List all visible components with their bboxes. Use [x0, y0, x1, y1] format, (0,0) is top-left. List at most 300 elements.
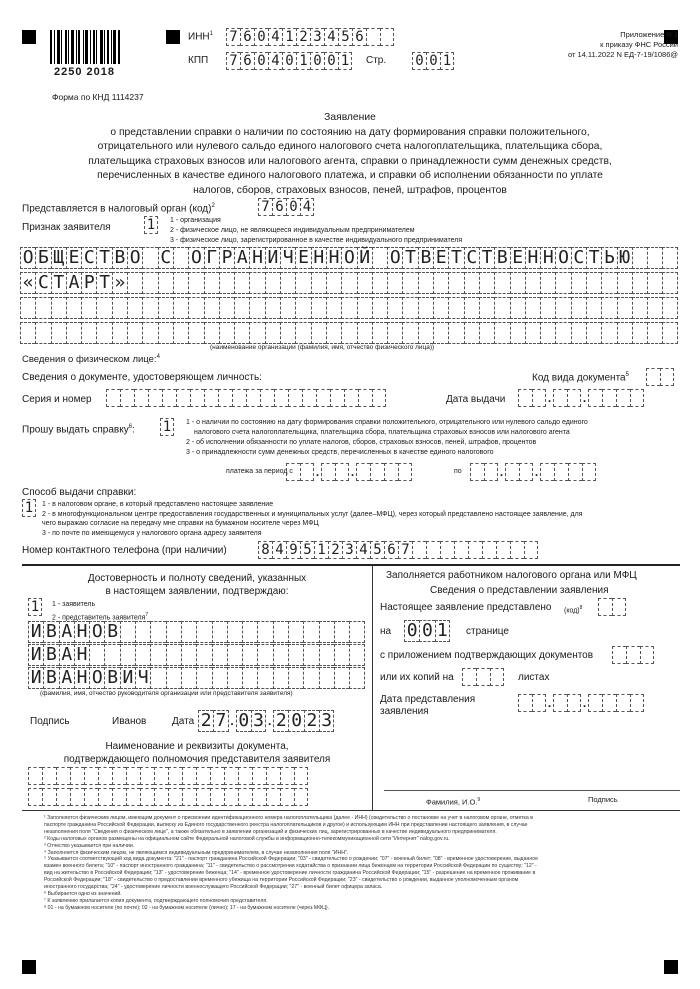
- char-cell[interactable]: [303, 644, 318, 666]
- char-cell[interactable]: [647, 322, 662, 344]
- char-cell[interactable]: [632, 322, 647, 344]
- char-cell[interactable]: [182, 788, 196, 806]
- char-cell[interactable]: 7: [226, 52, 240, 70]
- char-cell[interactable]: 3: [319, 710, 334, 732]
- char-cell[interactable]: [265, 297, 280, 319]
- char-cell[interactable]: [647, 297, 662, 319]
- char-cell[interactable]: 6: [352, 28, 366, 46]
- char-cell[interactable]: [148, 389, 162, 407]
- char-cell[interactable]: [601, 297, 616, 319]
- char-cell[interactable]: 6: [384, 541, 398, 559]
- char-cell[interactable]: В: [104, 667, 119, 689]
- char-cell[interactable]: [294, 788, 308, 806]
- char-cell[interactable]: [349, 667, 364, 689]
- char-cell[interactable]: 7: [258, 198, 272, 216]
- char-cell[interactable]: [402, 322, 417, 344]
- char-cell[interactable]: Т: [96, 247, 111, 269]
- char-cell[interactable]: [468, 541, 482, 559]
- char-cell[interactable]: Ч: [280, 247, 295, 269]
- char-cell[interactable]: Т: [479, 247, 494, 269]
- kpp-cells[interactable]: [226, 52, 352, 70]
- char-cell[interactable]: [140, 788, 154, 806]
- char-cell[interactable]: [219, 297, 234, 319]
- char-cell[interactable]: [464, 272, 479, 294]
- char-cell[interactable]: [120, 389, 134, 407]
- char-cell[interactable]: [126, 767, 140, 785]
- char-cell[interactable]: Й: [357, 247, 372, 269]
- char-cell[interactable]: [242, 621, 257, 643]
- char-cell[interactable]: [120, 621, 135, 643]
- char-cell[interactable]: [212, 644, 227, 666]
- char-cell[interactable]: [476, 668, 490, 686]
- char-cell[interactable]: [372, 297, 387, 319]
- char-cell[interactable]: Т: [402, 247, 417, 269]
- char-cell[interactable]: [127, 322, 142, 344]
- char-cell[interactable]: [525, 272, 540, 294]
- delivery-cell[interactable]: [22, 499, 36, 517]
- char-cell[interactable]: [494, 322, 509, 344]
- char-cell[interactable]: 2: [273, 710, 288, 732]
- char-cell[interactable]: [662, 247, 677, 269]
- char-cell[interactable]: [426, 541, 440, 559]
- char-cell[interactable]: [632, 247, 647, 269]
- char-cell[interactable]: [234, 322, 249, 344]
- char-cell[interactable]: [372, 389, 386, 407]
- char-cell[interactable]: [311, 272, 326, 294]
- char-cell[interactable]: [295, 322, 310, 344]
- char-cell[interactable]: [612, 598, 626, 616]
- char-cell[interactable]: [120, 644, 135, 666]
- char-cell[interactable]: [280, 767, 294, 785]
- char-cell[interactable]: 6: [240, 28, 254, 46]
- char-cell[interactable]: [51, 297, 66, 319]
- char-cell[interactable]: [484, 463, 498, 481]
- char-cell[interactable]: [35, 322, 50, 344]
- char-cell[interactable]: [204, 297, 219, 319]
- char-cell[interactable]: [265, 272, 280, 294]
- char-cell[interactable]: И: [265, 247, 280, 269]
- org-name-row-1[interactable]: [20, 247, 678, 269]
- char-cell[interactable]: [321, 463, 335, 481]
- char-cell[interactable]: [448, 322, 463, 344]
- char-cell[interactable]: [249, 272, 264, 294]
- char-cell[interactable]: В: [43, 644, 58, 666]
- char-cell[interactable]: 0: [419, 620, 434, 642]
- char-cell[interactable]: [274, 389, 288, 407]
- char-cell[interactable]: [647, 247, 662, 269]
- char-cell[interactable]: [288, 644, 303, 666]
- submission-date-cells[interactable]: . .: [518, 694, 644, 712]
- char-cell[interactable]: [257, 621, 272, 643]
- char-cell[interactable]: «: [20, 272, 35, 294]
- char-cell[interactable]: А: [59, 621, 74, 643]
- period-to-cells[interactable]: . .: [470, 463, 596, 481]
- signature-date-cells[interactable]: 2 7 . 0 3 . 2 0 2 3: [198, 710, 334, 732]
- char-cell[interactable]: 0: [404, 620, 419, 642]
- char-cell[interactable]: [601, 272, 616, 294]
- char-cell[interactable]: 0: [254, 52, 268, 70]
- char-cell[interactable]: [602, 694, 616, 712]
- char-cell[interactable]: [181, 667, 196, 689]
- char-cell[interactable]: [582, 463, 596, 481]
- char-cell[interactable]: 4: [272, 541, 286, 559]
- phone-cells[interactable]: [258, 541, 538, 559]
- char-cell[interactable]: [433, 297, 448, 319]
- char-cell[interactable]: [464, 297, 479, 319]
- char-cell[interactable]: [418, 272, 433, 294]
- char-cell[interactable]: [176, 389, 190, 407]
- char-cell[interactable]: [142, 297, 157, 319]
- char-cell[interactable]: [212, 667, 227, 689]
- char-cell[interactable]: [106, 389, 120, 407]
- char-cell[interactable]: 7: [226, 28, 240, 46]
- char-cell[interactable]: [316, 389, 330, 407]
- char-cell[interactable]: [135, 621, 150, 643]
- char-cell[interactable]: 1: [28, 598, 42, 616]
- char-cell[interactable]: 4: [268, 52, 282, 70]
- surname-cells[interactable]: [28, 621, 365, 643]
- char-cell[interactable]: [617, 297, 632, 319]
- char-cell[interactable]: [150, 621, 165, 643]
- char-cell[interactable]: [398, 463, 412, 481]
- char-cell[interactable]: [387, 322, 402, 344]
- char-cell[interactable]: [518, 694, 532, 712]
- char-cell[interactable]: 1: [338, 52, 352, 70]
- char-cell[interactable]: Е: [295, 247, 310, 269]
- char-cell[interactable]: [288, 389, 302, 407]
- char-cell[interactable]: [173, 247, 188, 269]
- char-cell[interactable]: [646, 368, 660, 386]
- char-cell[interactable]: [84, 788, 98, 806]
- char-cell[interactable]: [134, 389, 148, 407]
- char-cell[interactable]: Е: [510, 247, 525, 269]
- char-cell[interactable]: [540, 272, 555, 294]
- char-cell[interactable]: [357, 322, 372, 344]
- char-cell[interactable]: 7: [398, 541, 412, 559]
- char-cell[interactable]: [588, 694, 602, 712]
- char-cell[interactable]: Р: [81, 272, 96, 294]
- char-cell[interactable]: [662, 322, 677, 344]
- char-cell[interactable]: [166, 621, 181, 643]
- char-cell[interactable]: [66, 322, 81, 344]
- char-cell[interactable]: [540, 463, 554, 481]
- char-cell[interactable]: Н: [540, 247, 555, 269]
- char-cell[interactable]: [540, 322, 555, 344]
- char-cell[interactable]: [196, 788, 210, 806]
- char-cell[interactable]: [280, 297, 295, 319]
- char-cell[interactable]: И: [28, 621, 43, 643]
- char-cell[interactable]: В: [494, 247, 509, 269]
- doc-code-cells[interactable]: [646, 368, 674, 386]
- char-cell[interactable]: [602, 389, 616, 407]
- char-cell[interactable]: [479, 322, 494, 344]
- char-cell[interactable]: [234, 297, 249, 319]
- char-cell[interactable]: В: [112, 247, 127, 269]
- char-cell[interactable]: [173, 322, 188, 344]
- char-cell[interactable]: [98, 767, 112, 785]
- char-cell[interactable]: [462, 668, 476, 686]
- char-cell[interactable]: [196, 621, 211, 643]
- char-cell[interactable]: [280, 322, 295, 344]
- char-cell[interactable]: [232, 389, 246, 407]
- char-cell[interactable]: [150, 667, 165, 689]
- char-cell[interactable]: 1: [22, 499, 36, 517]
- char-cell[interactable]: [142, 272, 157, 294]
- char-cell[interactable]: [510, 297, 525, 319]
- char-cell[interactable]: [227, 621, 242, 643]
- char-cell[interactable]: [586, 297, 601, 319]
- char-cell[interactable]: 0: [282, 52, 296, 70]
- char-cell[interactable]: [448, 297, 463, 319]
- char-cell[interactable]: [96, 297, 111, 319]
- char-cell[interactable]: [242, 667, 257, 689]
- char-cell[interactable]: [335, 463, 349, 481]
- inn-cells[interactable]: [226, 28, 394, 46]
- char-cell[interactable]: [188, 297, 203, 319]
- char-cell[interactable]: В: [43, 621, 58, 643]
- char-cell[interactable]: [238, 767, 252, 785]
- char-cell[interactable]: [586, 322, 601, 344]
- char-cell[interactable]: 2: [304, 710, 319, 732]
- char-cell[interactable]: [265, 322, 280, 344]
- char-cell[interactable]: [126, 788, 140, 806]
- char-cell[interactable]: И: [120, 667, 135, 689]
- char-cell[interactable]: [341, 297, 356, 319]
- char-cell[interactable]: [158, 297, 173, 319]
- char-cell[interactable]: Ч: [135, 667, 150, 689]
- char-cell[interactable]: [553, 694, 567, 712]
- char-cell[interactable]: С: [464, 247, 479, 269]
- char-cell[interactable]: [257, 644, 272, 666]
- char-cell[interactable]: [112, 297, 127, 319]
- char-cell[interactable]: [204, 322, 219, 344]
- char-cell[interactable]: [540, 297, 555, 319]
- char-cell[interactable]: 4: [324, 28, 338, 46]
- char-cell[interactable]: [334, 644, 349, 666]
- tax-authority-code-cells[interactable]: [258, 198, 314, 216]
- char-cell[interactable]: 0: [286, 198, 300, 216]
- char-cell[interactable]: Н: [525, 247, 540, 269]
- char-cell[interactable]: 6: [272, 198, 286, 216]
- char-cell[interactable]: 7: [213, 710, 228, 732]
- char-cell[interactable]: [288, 621, 303, 643]
- char-cell[interactable]: [510, 322, 525, 344]
- char-cell[interactable]: [104, 644, 119, 666]
- char-cell[interactable]: [326, 322, 341, 344]
- org-name-row-4[interactable]: [20, 322, 678, 344]
- char-cell[interactable]: [330, 389, 344, 407]
- char-cell[interactable]: И: [28, 667, 43, 689]
- char-cell[interactable]: [632, 297, 647, 319]
- char-cell[interactable]: [70, 767, 84, 785]
- char-cell[interactable]: 4: [356, 541, 370, 559]
- request-cell[interactable]: [160, 418, 174, 436]
- patronymic-cells[interactable]: [28, 667, 365, 689]
- char-cell[interactable]: [662, 297, 677, 319]
- char-cell[interactable]: 3: [310, 28, 324, 46]
- char-cell[interactable]: [630, 389, 644, 407]
- char-cell[interactable]: 1: [435, 620, 450, 642]
- char-cell[interactable]: [334, 621, 349, 643]
- char-cell[interactable]: 1: [144, 216, 158, 234]
- char-cell[interactable]: [227, 644, 242, 666]
- char-cell[interactable]: 2: [328, 541, 342, 559]
- char-cell[interactable]: [181, 644, 196, 666]
- char-cell[interactable]: [372, 247, 387, 269]
- first-name-cells[interactable]: [28, 644, 365, 666]
- char-cell[interactable]: [344, 389, 358, 407]
- char-cell[interactable]: [273, 621, 288, 643]
- char-cell[interactable]: [356, 463, 370, 481]
- char-cell[interactable]: Н: [249, 247, 264, 269]
- char-cell[interactable]: [555, 272, 570, 294]
- char-cell[interactable]: [598, 598, 612, 616]
- char-cell[interactable]: [326, 272, 341, 294]
- period-from-cells[interactable]: . .: [286, 463, 412, 481]
- char-cell[interactable]: 6: [240, 52, 254, 70]
- char-cell[interactable]: [98, 788, 112, 806]
- char-cell[interactable]: [182, 767, 196, 785]
- char-cell[interactable]: Т: [51, 272, 66, 294]
- char-cell[interactable]: [617, 272, 632, 294]
- char-cell[interactable]: [224, 788, 238, 806]
- char-cell[interactable]: [166, 644, 181, 666]
- char-cell[interactable]: 1: [282, 28, 296, 46]
- char-cell[interactable]: [266, 788, 280, 806]
- char-cell[interactable]: [319, 644, 334, 666]
- char-cell[interactable]: [135, 644, 150, 666]
- char-cell[interactable]: [632, 272, 647, 294]
- char-cell[interactable]: 1: [296, 52, 310, 70]
- char-cell[interactable]: [586, 272, 601, 294]
- char-cell[interactable]: [349, 621, 364, 643]
- char-cell[interactable]: И: [28, 644, 43, 666]
- char-cell[interactable]: [402, 297, 417, 319]
- char-cell[interactable]: [357, 272, 372, 294]
- char-cell[interactable]: [158, 322, 173, 344]
- char-cell[interactable]: О: [127, 247, 142, 269]
- char-cell[interactable]: [190, 389, 204, 407]
- applicant-cell[interactable]: [144, 216, 158, 234]
- char-cell[interactable]: [490, 668, 504, 686]
- char-cell[interactable]: [249, 322, 264, 344]
- char-cell[interactable]: Н: [326, 247, 341, 269]
- char-cell[interactable]: С: [158, 247, 173, 269]
- char-cell[interactable]: 2: [296, 28, 310, 46]
- char-cell[interactable]: [210, 767, 224, 785]
- char-cell[interactable]: [252, 767, 266, 785]
- char-cell[interactable]: [70, 788, 84, 806]
- char-cell[interactable]: [219, 322, 234, 344]
- char-cell[interactable]: [66, 297, 81, 319]
- char-cell[interactable]: [384, 463, 398, 481]
- char-cell[interactable]: 0: [288, 710, 303, 732]
- char-cell[interactable]: [496, 541, 510, 559]
- char-cell[interactable]: Ь: [601, 247, 616, 269]
- char-cell[interactable]: [150, 644, 165, 666]
- char-cell[interactable]: [81, 297, 96, 319]
- pages-cells[interactable]: [404, 620, 450, 642]
- char-cell[interactable]: [127, 297, 142, 319]
- char-cell[interactable]: [154, 788, 168, 806]
- char-cell[interactable]: [173, 297, 188, 319]
- char-cell[interactable]: [616, 694, 630, 712]
- char-cell[interactable]: Щ: [51, 247, 66, 269]
- char-cell[interactable]: [112, 322, 127, 344]
- char-cell[interactable]: [662, 272, 677, 294]
- char-cell[interactable]: [56, 788, 70, 806]
- char-cell[interactable]: [227, 667, 242, 689]
- char-cell[interactable]: [142, 247, 157, 269]
- char-cell[interactable]: 1: [314, 541, 328, 559]
- char-cell[interactable]: [112, 767, 126, 785]
- char-cell[interactable]: [140, 767, 154, 785]
- series-number-cells[interactable]: [106, 389, 386, 407]
- char-cell[interactable]: [242, 644, 257, 666]
- char-cell[interactable]: [280, 788, 294, 806]
- char-cell[interactable]: Е: [433, 247, 448, 269]
- copies-cells[interactable]: [462, 668, 504, 686]
- char-cell[interactable]: [370, 463, 384, 481]
- char-cell[interactable]: [660, 368, 674, 386]
- char-cell[interactable]: Н: [74, 621, 89, 643]
- char-cell[interactable]: Ю: [617, 247, 632, 269]
- char-cell[interactable]: [319, 667, 334, 689]
- char-cell[interactable]: [647, 272, 662, 294]
- char-cell[interactable]: 5: [338, 28, 352, 46]
- char-cell[interactable]: [20, 322, 35, 344]
- char-cell[interactable]: [479, 272, 494, 294]
- char-cell[interactable]: [433, 322, 448, 344]
- char-cell[interactable]: [224, 767, 238, 785]
- char-cell[interactable]: [260, 389, 274, 407]
- char-cell[interactable]: Е: [66, 247, 81, 269]
- char-cell[interactable]: В: [104, 621, 119, 643]
- char-cell[interactable]: [640, 646, 654, 664]
- char-cell[interactable]: [626, 646, 640, 664]
- char-cell[interactable]: 5: [370, 541, 384, 559]
- char-cell[interactable]: [252, 788, 266, 806]
- char-cell[interactable]: [166, 667, 181, 689]
- char-cell[interactable]: [412, 541, 426, 559]
- char-cell[interactable]: [210, 788, 224, 806]
- char-cell[interactable]: [630, 694, 644, 712]
- char-cell[interactable]: [280, 272, 295, 294]
- char-cell[interactable]: [532, 694, 546, 712]
- char-cell[interactable]: [204, 272, 219, 294]
- char-cell[interactable]: [196, 667, 211, 689]
- char-cell[interactable]: 3: [251, 710, 266, 732]
- char-cell[interactable]: [532, 389, 546, 407]
- char-cell[interactable]: [142, 322, 157, 344]
- char-cell[interactable]: [162, 389, 176, 407]
- char-cell[interactable]: О: [89, 667, 104, 689]
- char-cell[interactable]: [181, 621, 196, 643]
- char-cell[interactable]: [89, 644, 104, 666]
- char-cell[interactable]: [158, 272, 173, 294]
- char-cell[interactable]: [173, 272, 188, 294]
- char-cell[interactable]: [168, 767, 182, 785]
- char-cell[interactable]: [494, 272, 509, 294]
- char-cell[interactable]: 4: [268, 28, 282, 46]
- char-cell[interactable]: 2: [198, 710, 213, 732]
- char-cell[interactable]: 0: [324, 52, 338, 70]
- char-cell[interactable]: [571, 297, 586, 319]
- char-cell[interactable]: [366, 28, 380, 46]
- issue-date-cells[interactable]: . .: [518, 389, 644, 407]
- char-cell[interactable]: [168, 788, 182, 806]
- char-cell[interactable]: 0: [426, 52, 440, 70]
